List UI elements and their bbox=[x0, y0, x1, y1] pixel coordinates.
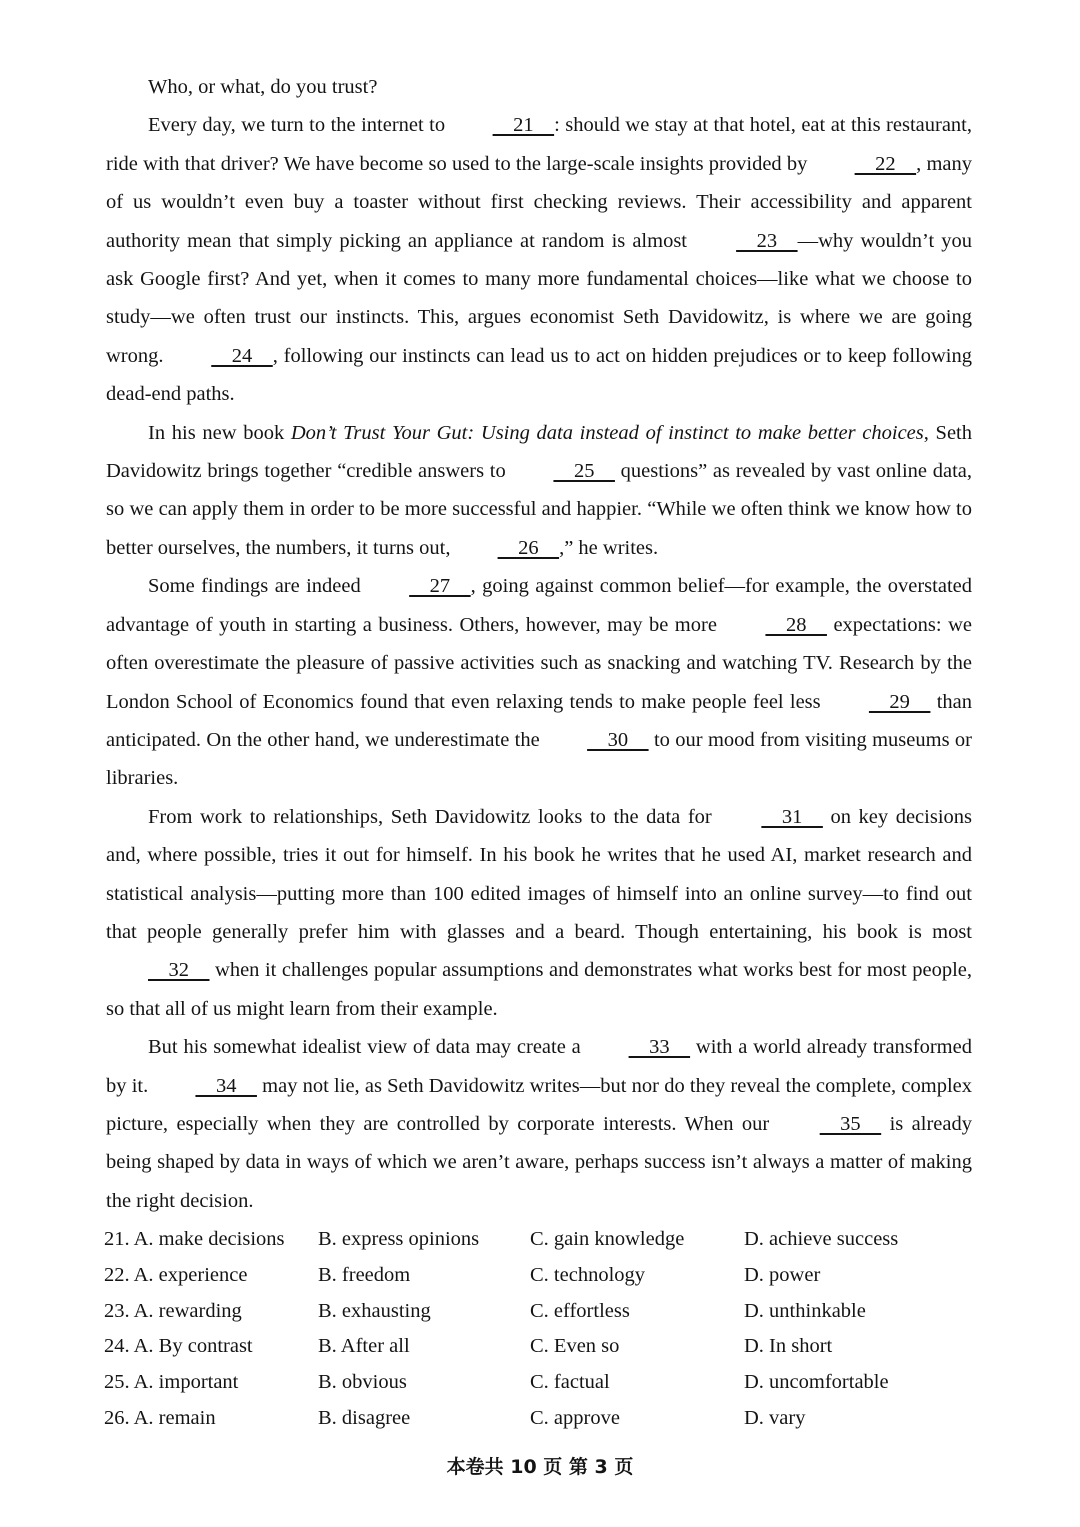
option-d: D. uncomfortable bbox=[744, 1371, 889, 1394]
question-row bbox=[104, 1222, 984, 1258]
passage-text: From work to relationships, Seth Davidowitz looks to the data for bbox=[148, 805, 720, 828]
question-row bbox=[104, 1294, 984, 1330]
option-c: C. technology bbox=[530, 1263, 646, 1286]
question-row bbox=[104, 1329, 984, 1365]
passage-text: ,” he writes. bbox=[559, 536, 659, 559]
passage-text: —why wouldn’t you ask Google first? And yet, when it comes to many more fundamental choices—like what we choose to study—we often trust our instincts. This, argues economist Seth Davidowitz, is where we are going wrong. bbox=[106, 229, 972, 367]
blank-number: 34 bbox=[195, 1074, 257, 1097]
blank-number: 24 bbox=[211, 344, 273, 367]
passage-text: when it challenges popular assumptions and demonstrates what works best for most people, so that all of us might learn from their example. bbox=[106, 959, 972, 1020]
option-b: B. freedom bbox=[318, 1263, 411, 1286]
question-row bbox=[104, 1258, 984, 1294]
passage-text: Every day, we turn to the internet to bbox=[148, 114, 451, 137]
passage-text: Some findings are indeed bbox=[148, 575, 368, 598]
option-b: B. express opinions bbox=[318, 1228, 480, 1250]
blank-number: 22 bbox=[854, 152, 917, 175]
blank-number: 31 bbox=[761, 805, 823, 828]
option-d: D. power bbox=[744, 1263, 821, 1286]
passage-paragraph bbox=[106, 106, 972, 413]
option-c: C. gain knowledge bbox=[530, 1228, 685, 1250]
blank-number: 28 bbox=[765, 613, 827, 636]
option-c: C. effortless bbox=[530, 1299, 630, 1322]
blank-number: 25 bbox=[553, 460, 615, 483]
option-c: C. approve bbox=[530, 1406, 620, 1429]
passage-body bbox=[106, 106, 972, 1220]
answer-options bbox=[104, 1222, 984, 1437]
option-a: 23. A. rewarding bbox=[104, 1299, 242, 1322]
blank-number: 35 bbox=[819, 1112, 882, 1135]
option-a: 21. A. make decisions bbox=[104, 1228, 285, 1250]
blank-number: 32 bbox=[148, 959, 210, 982]
option-a: 24. A. By contrast bbox=[104, 1335, 253, 1358]
passage-text: : should we stay at that hotel, eat at this restaurant, ride with that driver? We have become so used to the large-scale insights provided by bbox=[106, 114, 973, 175]
passage-paragraph bbox=[106, 798, 972, 1028]
passage-text: expectations: we often overestimate the pleasure of passive activities such as snacking and watching TV. Research by the London School of Economics found that even relaxing tends to make people feel less bbox=[106, 613, 972, 713]
passage-text: with a world already transformed by it. bbox=[106, 1036, 972, 1097]
question-row bbox=[104, 1365, 984, 1401]
blank-number: 27 bbox=[409, 575, 471, 598]
passage-text: In his new book bbox=[148, 421, 291, 444]
option-b: B. exhausting bbox=[318, 1299, 431, 1322]
option-c: C. Even so bbox=[530, 1335, 620, 1358]
passage-text: questions” as revealed by vast online data, so we can apply them in order to be more successful and happier. “While we often think we know how to better ourselves, the numbers, it turns out, bbox=[106, 460, 972, 559]
blank-number: 26 bbox=[497, 536, 560, 559]
blank-number: 23 bbox=[736, 229, 798, 252]
option-a: 22. A. experience bbox=[104, 1263, 248, 1286]
passage-text: , Seth Davidowitz brings together “credible answers to bbox=[106, 421, 972, 483]
passage-text: , going against common belief—for example, the overstated advantage of youth in starting a business. Others, however, may be more bbox=[106, 575, 972, 636]
passage-text: is already being shaped by data in ways of which we aren’t aware, perhaps success isn’t always a matter of making the right decision. bbox=[106, 1112, 972, 1212]
passage-text: , many of us wouldn’t even buy a toaster without first checking reviews. Their accessibility and apparent authority mean that simply picking an appliance at random is almost bbox=[106, 152, 972, 252]
option-a: 25. A. important bbox=[104, 1371, 239, 1394]
option-b: B. After all bbox=[318, 1335, 410, 1358]
passage-paragraph bbox=[106, 1028, 972, 1220]
option-c: C. factual bbox=[530, 1371, 610, 1394]
passage-title: Who, or what, do you trust? bbox=[148, 76, 378, 98]
passage-text: may not lie, as Seth Davidowitz writes—but nor do they reveal the complete, complex picture, especially when they are controlled by corporate interests. When our bbox=[106, 1074, 972, 1135]
passage-text: , following our instincts can lead us to act on hidden prejudices or to keep following dead-end paths. bbox=[106, 344, 972, 406]
question-row bbox=[104, 1401, 984, 1437]
page-footer: 本卷共 10 页 第 3 页 bbox=[446, 1456, 634, 1478]
option-b: B. disagree bbox=[318, 1406, 411, 1429]
option-d: D. achieve success bbox=[744, 1228, 899, 1250]
passage-paragraph bbox=[106, 414, 972, 568]
option-d: D. In short bbox=[744, 1335, 833, 1358]
book-title: Don’t Trust Your Gut: Using data instead of instinct to make better choices bbox=[290, 421, 924, 444]
option-a: 26. A. remain bbox=[104, 1406, 216, 1429]
passage-text: on key decisions and, where possible, tries it out for himself. In his book he writes that he used AI, market research and statistical analysis—putting more than 100 edited images of himself into an online survey—to find out that people generally prefer him with glasses and a beard. Though entertaining, his book is most bbox=[106, 805, 973, 943]
blank-number: 33 bbox=[628, 1036, 691, 1059]
blank-number: 29 bbox=[868, 690, 931, 713]
blank-number: 30 bbox=[587, 728, 649, 751]
option-d: D. unthinkable bbox=[744, 1299, 866, 1322]
passage-text: But his somewhat idealist view of data may create a bbox=[148, 1036, 587, 1059]
blank-number: 21 bbox=[492, 114, 555, 137]
option-d: D. vary bbox=[744, 1406, 806, 1429]
passage-text: to our mood from visiting museums or libraries. bbox=[106, 728, 972, 790]
passage-paragraph bbox=[106, 567, 972, 797]
passage-text: than anticipated. On the other hand, we underestimate the bbox=[106, 690, 972, 751]
cloze-passage bbox=[106, 68, 972, 1220]
option-b: B. obvious bbox=[318, 1371, 407, 1394]
